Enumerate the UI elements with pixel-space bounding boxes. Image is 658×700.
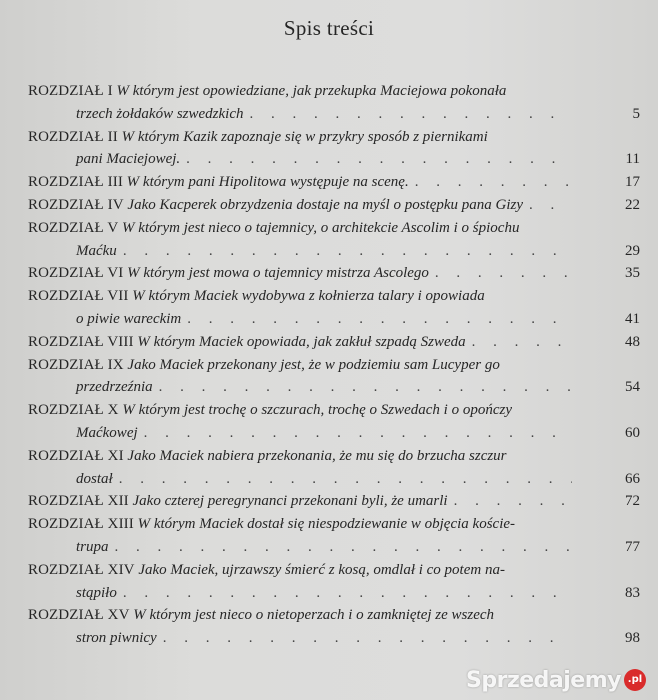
toc-line (28, 445, 640, 468)
page-number: 35 (625, 265, 640, 282)
chapter-title: W którym jest nieco o nietoperzach i o zamkniętej ze wszech (133, 607, 495, 624)
dot-leader (159, 376, 572, 399)
toc-entry (28, 80, 640, 126)
toc-line (28, 308, 640, 331)
dot-leader (529, 194, 572, 217)
watermark-badge: .pl (624, 669, 646, 691)
page-number: 98 (625, 630, 640, 647)
page-number: 41 (625, 310, 640, 327)
chapter-title: trzech żołdaków szwedzkich (76, 105, 244, 122)
watermark-text: Sprzedajemy (466, 667, 621, 693)
toc-line (28, 536, 640, 559)
toc-line (28, 80, 640, 103)
chapter-title: Jako Maciek nabiera przekonania, że mu się do brzucha szczur (127, 447, 507, 464)
dot-leader (123, 582, 572, 605)
toc-entry (28, 262, 640, 285)
dot-leader (249, 103, 572, 126)
chapter-title: Maćkowej (76, 424, 138, 441)
chapter-title: przedrzeźnia (76, 379, 153, 396)
dot-leader (119, 468, 572, 491)
toc-entry (28, 171, 640, 194)
chapter-title: Jako Maciek, ujrzawszy śmierć z kosą, omdlał i co potem na- (138, 561, 505, 578)
chapter-title: W którym pani Hipolitowa występuje na scenę. (126, 174, 409, 191)
chapter-title: trupa (76, 538, 109, 555)
chapter-label: ROZDZIAŁ II (28, 128, 118, 145)
toc-line (28, 582, 640, 605)
chapter-label: ROZDZIAŁ I (28, 83, 113, 99)
toc-line (28, 285, 640, 308)
toc-line (28, 399, 640, 422)
chapter-title: Maćku (76, 242, 117, 259)
dot-leader (454, 490, 572, 513)
page-number: 11 (625, 151, 640, 168)
chapter-title: W którym Kazik zapoznaje się w przykry sposób z piernikami (121, 128, 488, 145)
dot-leader (472, 331, 572, 354)
toc-entry (28, 331, 640, 354)
chapter-title: Jako Maciek przekonany jest, że w podziemiu sam Lucyper go (127, 356, 500, 373)
chapter-label: ROZDZIAŁ VI (28, 265, 124, 282)
toc-entry (28, 399, 640, 445)
toc-entry (28, 217, 640, 263)
page-number: 17 (625, 174, 640, 191)
page-title: Spis treści (283, 16, 375, 40)
toc-entry (28, 126, 640, 172)
toc-line (28, 627, 640, 650)
page-number: 5 (632, 105, 640, 122)
chapter-label: ROZDZIAŁ XI (28, 447, 124, 464)
chapter-title: dostał (76, 470, 113, 487)
toc-entry (28, 194, 640, 217)
chapter-title: W którym jest nieco o tajemnicy, o architekcie Ascolim i o śpiochu (122, 219, 520, 236)
dot-leader (187, 308, 572, 331)
toc-entry (28, 513, 640, 559)
page-number: 60 (625, 424, 640, 441)
chapter-title: W którym jest mowa o tajemnicy mistrza Ascolego (127, 265, 429, 282)
toc-line (28, 126, 640, 149)
toc-line (28, 148, 640, 171)
chapter-label: ROZDZIAŁ IX (28, 356, 124, 373)
chapter-title: Jako Kacperek obrzydzenia dostaje na myśl o postępku pana Gizy (127, 196, 524, 213)
chapter-title: W którym jest trochę o szczurach, trochę o Szwedach i o opończy (122, 402, 512, 419)
watermark-logo (466, 666, 646, 694)
toc-entry (28, 354, 640, 400)
dot-leader (186, 148, 572, 171)
toc-line (28, 217, 640, 240)
chapter-label: ROZDZIAŁ XIII (28, 516, 134, 533)
toc-line (28, 513, 640, 536)
page-number: 83 (625, 584, 640, 601)
table-of-contents (28, 80, 640, 650)
dot-leader (123, 240, 572, 263)
chapter-label: ROZDZIAŁ XII (28, 493, 129, 510)
chapter-title: W którym Maciek dostał się niespodziewanie w objęcia koście- (137, 516, 516, 533)
toc-line (28, 103, 640, 126)
toc-entry (28, 285, 640, 331)
chapter-title: stron piwnicy (76, 630, 157, 647)
toc-line (28, 559, 640, 582)
toc-entry (28, 559, 640, 605)
chapter-title: W którym Maciek opowiada, jak zakłuł szpadą Szweda (137, 333, 466, 350)
toc-line (28, 240, 640, 263)
toc-line (28, 171, 640, 194)
page-number: 29 (625, 242, 640, 259)
dot-leader (144, 422, 572, 445)
dot-leader (435, 262, 572, 285)
chapter-title: Jako czterej peregrynanci przekonani byli, że umarli (132, 493, 448, 510)
chapter-label: ROZDZIAŁ XV (28, 607, 130, 624)
page-number: 72 (625, 493, 640, 510)
page-number: 54 (625, 379, 640, 396)
chapter-label: ROZDZIAŁ VII (28, 288, 129, 305)
chapter-label: ROZDZIAŁ III (28, 174, 123, 191)
toc-line (28, 604, 640, 627)
toc-line (28, 376, 640, 399)
page-number: 22 (625, 196, 640, 213)
toc-line (28, 422, 640, 445)
chapter-label: ROZDZIAŁ X (28, 402, 119, 419)
toc-line (28, 331, 640, 354)
dot-leader (415, 171, 572, 194)
chapter-title: W którym jest opowiedziane, jak przekupka Maciejowa pokonała (116, 83, 507, 99)
chapter-label: ROZDZIAŁ VIII (28, 333, 134, 350)
toc-entry (28, 490, 640, 513)
chapter-title: o piwie wareckim (76, 310, 182, 327)
page-number: 77 (625, 538, 640, 555)
toc-entry (28, 445, 640, 491)
page-number: 48 (625, 333, 640, 350)
toc-line (28, 354, 640, 377)
chapter-title: stąpiło (76, 584, 117, 601)
page-number: 66 (625, 470, 640, 487)
chapter-label: ROZDZIAŁ IV (28, 196, 124, 213)
chapter-label: ROZDZIAŁ V (28, 219, 119, 236)
dot-leader (163, 627, 572, 650)
chapter-label: ROZDZIAŁ XIV (28, 561, 135, 578)
dot-leader (115, 536, 572, 559)
toc-line (28, 468, 640, 491)
toc-line (28, 262, 640, 285)
toc-entry (28, 604, 640, 650)
toc-line (28, 490, 640, 513)
chapter-title: W którym Maciek wydobywa z kołnierza talary i opowiada (132, 288, 485, 305)
chapter-title: pani Maciejowej. (76, 151, 181, 168)
toc-line (28, 194, 640, 217)
